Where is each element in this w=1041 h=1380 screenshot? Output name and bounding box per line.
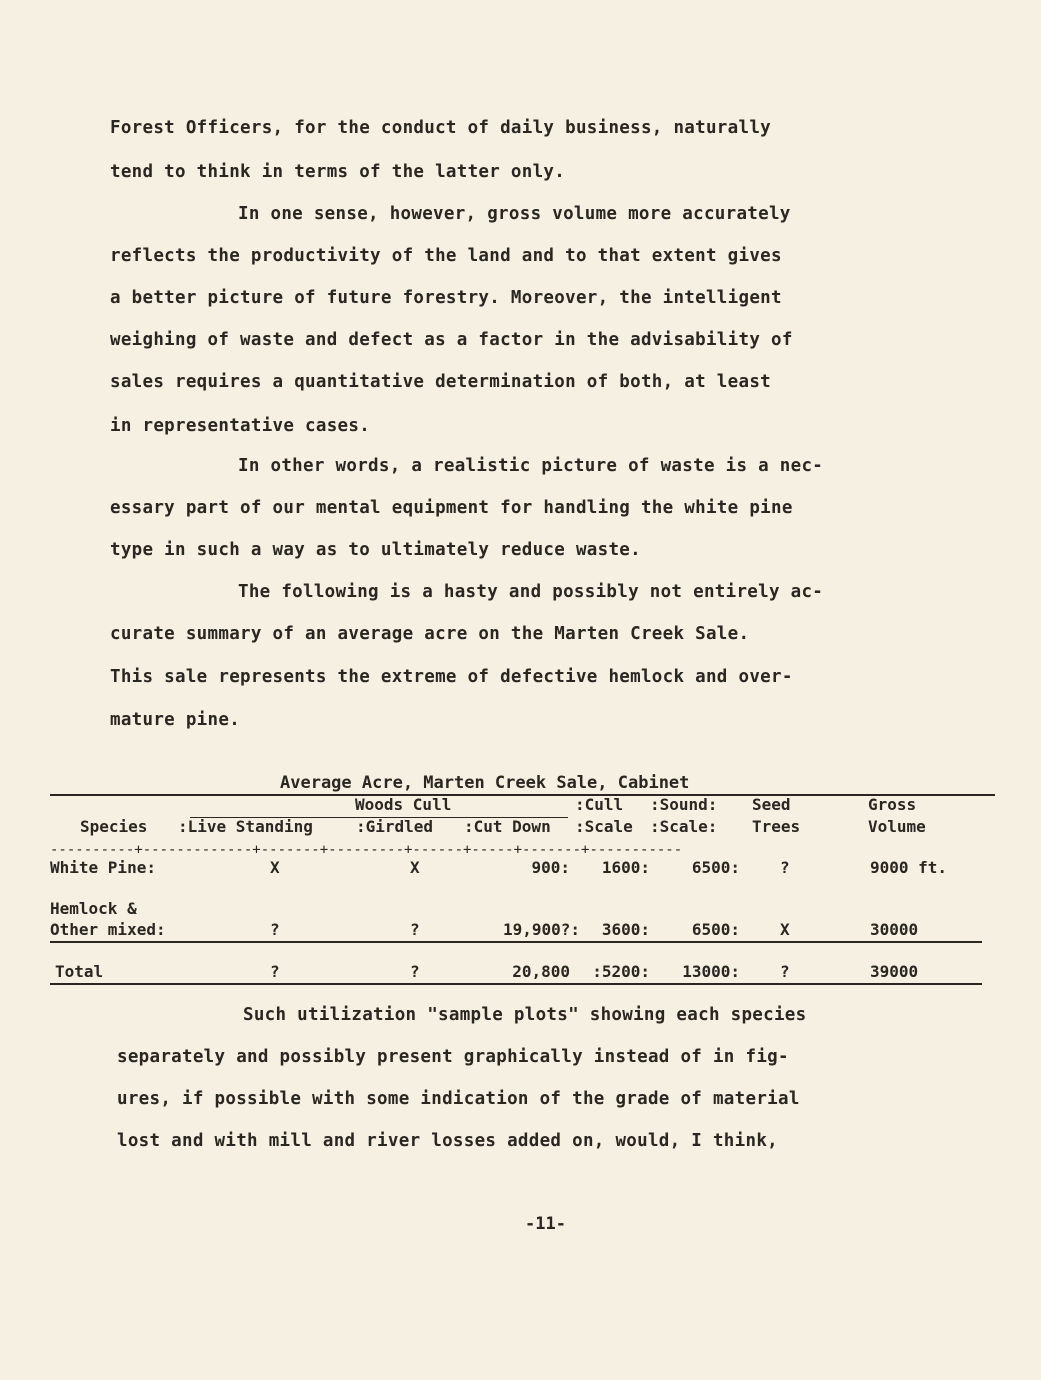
- header-sound: :Sound:: [650, 795, 718, 814]
- header-cut-down: :Cut Down: [464, 817, 551, 836]
- paragraph-line: type in such a way as to ultimately reduce waste.: [110, 540, 641, 560]
- row-girdled: X: [410, 858, 420, 877]
- paragraph-line: tend to think in terms of the latter only.: [110, 162, 566, 182]
- paragraph-line: The following is a hasty and possibly not entirely ac-: [238, 582, 824, 602]
- paragraph-line: reflects the productivity of the land and to that extent gives: [110, 246, 782, 266]
- page-number: -11-: [525, 1214, 566, 1234]
- header-seed: Seed: [752, 795, 791, 814]
- paragraph-line: in representative cases.: [110, 416, 371, 436]
- row-species: Total: [55, 962, 104, 981]
- row-cutdown: 900:: [531, 858, 570, 877]
- paragraph-line: a better picture of future forestry. Moreover, the intelligent: [110, 288, 782, 308]
- header-volume: Volume: [868, 817, 926, 836]
- row-cull: :5200:: [592, 962, 650, 981]
- paragraph-line: In one sense, however, gross volume more accurately: [238, 204, 791, 224]
- row-species: Hemlock &: [50, 899, 137, 918]
- table-dash-separator: ----------+-------------+-------+---------+------+-----+-------+-----------: [50, 842, 683, 858]
- paragraph-line: ures, if possible with some indication of the grade of material: [117, 1089, 800, 1109]
- table-row: [0, 858, 1041, 882]
- row-sound: 6500:: [691, 858, 740, 877]
- header-live-standing: :Live Standing: [178, 817, 313, 836]
- total-rule: [50, 941, 982, 943]
- row-gross: 39000: [870, 962, 919, 981]
- row-cutdown: 20,800: [512, 962, 570, 981]
- row-gross: 9000 ft.: [870, 858, 948, 877]
- header-gross: Gross: [868, 795, 917, 814]
- header-scale-sound: :Scale:: [650, 817, 718, 836]
- paragraph-line: separately and possibly present graphically instead of in fig-: [117, 1047, 789, 1067]
- paragraph-line: mature pine.: [110, 710, 241, 730]
- row-species: Other mixed:: [50, 920, 166, 939]
- row-sound: 6500:: [691, 920, 740, 939]
- paragraph-line: sales requires a quantitative determination of both, at least: [110, 372, 771, 392]
- row-sound: 13000:: [682, 962, 740, 981]
- paragraph-line: Such utilization "sample plots" showing each species: [243, 1005, 807, 1025]
- row-gross: 30000: [870, 920, 919, 939]
- paragraph-line: In other words, a realistic picture of waste is a nec-: [238, 456, 824, 476]
- paragraph-line: lost and with mill and river losses added on, would, I think,: [117, 1131, 778, 1151]
- header-girdled: :Girdled: [356, 817, 434, 836]
- row-seed: ?: [780, 962, 790, 981]
- table-header-row-2: [0, 817, 1041, 841]
- header-species: Species: [80, 817, 148, 836]
- paragraph-line: Forest Officers, for the conduct of daily business, naturally: [110, 118, 771, 138]
- row-live: ?: [270, 920, 280, 939]
- paragraph-line: weighing of waste and defect as a factor in the advisability of: [110, 330, 793, 350]
- row-live: X: [270, 858, 280, 877]
- header-trees: Trees: [752, 817, 801, 836]
- header-woods-cull: Woods Cull: [355, 795, 452, 814]
- table-header-row-1: [0, 795, 1041, 819]
- row-cull: 1600:: [601, 858, 650, 877]
- row-cull: 3600:: [601, 920, 650, 939]
- header-scale-cull: :Scale: [575, 817, 633, 836]
- row-girdled: ?: [410, 962, 420, 981]
- header-cull: :Cull: [575, 795, 624, 814]
- table-title: Average Acre, Marten Creek Sale, Cabinet: [280, 773, 690, 793]
- row-live: ?: [270, 962, 280, 981]
- paragraph-line: curate summary of an average acre on the Marten Creek Sale.: [110, 624, 750, 644]
- row-seed: ?: [780, 858, 790, 877]
- paragraph-line: essary part of our mental equipment for handling the white pine: [110, 498, 793, 518]
- table-bottom-rule: [50, 983, 982, 985]
- row-cutdown: 19,900?:: [502, 920, 580, 939]
- paragraph-line: This sale represents the extreme of defective hemlock and over-: [110, 667, 793, 687]
- row-species: White Pine:: [50, 858, 156, 877]
- row-girdled: ?: [410, 920, 420, 939]
- row-seed: X: [780, 920, 790, 939]
